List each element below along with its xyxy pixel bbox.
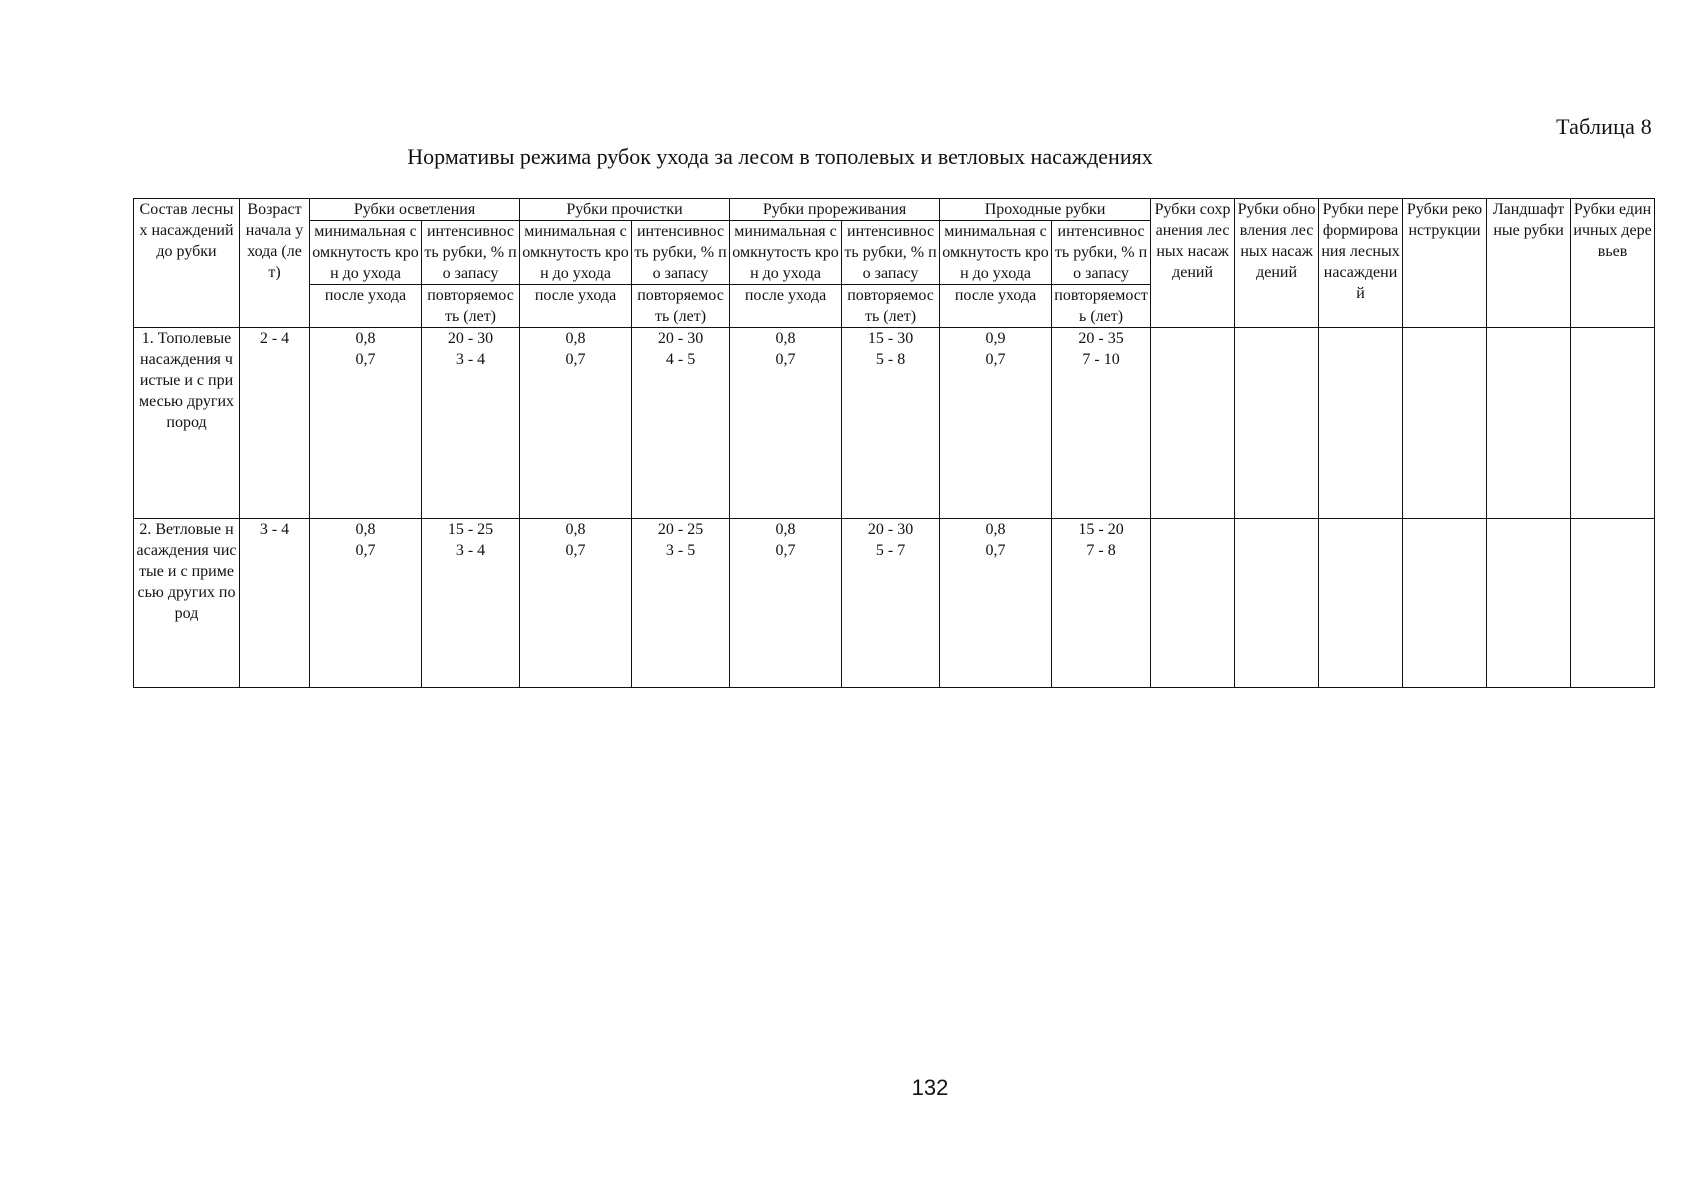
header-age: Возраст начала ухода (лет) (240, 199, 310, 328)
header-reconstruction: Рубки реконструкции (1403, 199, 1487, 328)
density-cell (730, 328, 842, 519)
row-composition: 1. Тополевые насаждения чистые и с примесью других пород (134, 328, 240, 519)
header-repeat: повторяемость (лет) (1052, 285, 1151, 328)
repeat-value: 3 - 5 (665, 542, 696, 559)
table-row (134, 519, 1655, 688)
empty-cell (1571, 519, 1655, 688)
density-value: 0,8 (565, 330, 586, 347)
after-value: 0,7 (985, 542, 1006, 559)
intensity-value: 15 - 20 (1078, 521, 1124, 538)
intensity-cell (1052, 328, 1151, 519)
header-min-density: минимальная сомкнутость крон до ухода (310, 221, 422, 285)
after-value: 0,7 (565, 351, 586, 368)
after-value: 0,7 (775, 542, 796, 559)
header-intensity: интенсивность рубки, % по запасу (422, 221, 520, 285)
density-cell (940, 519, 1052, 688)
header-single-trees: Рубки единичных деревьев (1571, 199, 1655, 328)
repeat-value: 5 - 8 (875, 351, 906, 368)
empty-cell (1235, 519, 1319, 688)
empty-cell (1235, 328, 1319, 519)
header-landscape: Ландшафтные рубки (1487, 199, 1571, 328)
header-repeat: повторяемость (лет) (422, 285, 520, 328)
repeat-value: 4 - 5 (665, 351, 696, 368)
empty-cell (1487, 328, 1571, 519)
empty-cell (1151, 519, 1235, 688)
intensity-cell (422, 519, 520, 688)
empty-cell (1319, 328, 1403, 519)
table-row (134, 328, 1655, 519)
header-group-thinning: Рубки прореживания (730, 199, 940, 221)
density-value: 0,8 (355, 330, 376, 347)
density-cell (940, 328, 1052, 519)
header-intensity: интенсивность рубки, % по запасу (1052, 221, 1151, 285)
row-composition: 2. Ветловые насаждения чистые и с примесью других пород (134, 519, 240, 688)
header-group-cleaning: Рубки прочистки (520, 199, 730, 221)
density-cell (310, 519, 422, 688)
header-row-1 (134, 199, 1655, 221)
header-min-density: минимальная сомкнутость крон до ухода (730, 221, 842, 285)
repeat-value: 3 - 4 (455, 351, 486, 368)
intensity-value: 20 - 35 (1078, 330, 1124, 347)
header-min-density: минимальная сомкнутость крон до ухода (940, 221, 1052, 285)
header-group-clearing: Рубки осветления (310, 199, 520, 221)
row-age: 2 - 4 (240, 328, 310, 519)
header-after: после ухода (730, 285, 842, 328)
header-after: после ухода (310, 285, 422, 328)
header-intensity: интенсивность рубки, % по запасу (632, 221, 730, 285)
row-age: 3 - 4 (240, 519, 310, 688)
density-cell (520, 328, 632, 519)
intensity-cell (422, 328, 520, 519)
density-value: 0,8 (985, 521, 1006, 538)
header-min-density: минимальная сомкнутость крон до ухода (520, 221, 632, 285)
intensity-value: 20 - 30 (867, 521, 914, 538)
header-group-passage: Проходные рубки (940, 199, 1151, 221)
table-label: Таблица 8 (1556, 114, 1652, 139)
table-title: Нормативы режима рубок ухода за лесом в тополевых и ветловых насаждениях (407, 144, 1153, 169)
density-cell (730, 519, 842, 688)
empty-cell (1403, 328, 1487, 519)
after-value: 0,7 (355, 351, 376, 368)
after-value: 0,7 (985, 351, 1006, 368)
empty-cell (1319, 519, 1403, 688)
intensity-value: 15 - 30 (867, 330, 914, 347)
intensity-cell (842, 328, 940, 519)
empty-cell (1151, 328, 1235, 519)
repeat-value: 5 - 7 (875, 542, 906, 559)
norms-table (133, 198, 1655, 688)
density-value: 0,8 (355, 521, 376, 538)
empty-cell (1571, 328, 1655, 519)
intensity-cell (632, 328, 730, 519)
header-composition: Состав лесных насаждений до рубки (134, 199, 240, 328)
intensity-cell (632, 519, 730, 688)
header-after: после ухода (940, 285, 1052, 328)
repeat-value: 3 - 4 (455, 542, 486, 559)
repeat-value: 7 - 8 (1086, 542, 1116, 559)
header-repeat: повторяемость (лет) (632, 285, 730, 328)
empty-cell (1403, 519, 1487, 688)
intensity-value: 20 - 25 (657, 521, 704, 538)
after-value: 0,7 (355, 542, 376, 559)
density-cell (520, 519, 632, 688)
intensity-value: 15 - 25 (447, 521, 494, 538)
density-value: 0,8 (565, 521, 586, 538)
density-value: 0,9 (985, 330, 1006, 347)
intensity-cell (842, 519, 940, 688)
density-cell (310, 328, 422, 519)
header-intensity: интенсивность рубки, % по запасу (842, 221, 940, 285)
repeat-value: 7 - 10 (1082, 351, 1120, 368)
header-after: после ухода (520, 285, 632, 328)
density-value: 0,8 (775, 521, 796, 538)
after-value: 0,7 (775, 351, 796, 368)
after-value: 0,7 (565, 542, 586, 559)
page-number: 132 (911, 1075, 949, 1100)
header-conservation: Рубки сохранения лесных насаждений (1151, 199, 1235, 328)
density-value: 0,8 (775, 330, 796, 347)
empty-cell (1487, 519, 1571, 688)
intensity-cell (1052, 519, 1151, 688)
header-reformation: Рубки переформирования лесных насаждений (1319, 199, 1403, 328)
intensity-value: 20 - 30 (657, 330, 704, 347)
intensity-value: 20 - 30 (447, 330, 494, 347)
header-renewal: Рубки обновления лесных насаждений (1235, 199, 1319, 328)
header-repeat: повторяемость (лет) (842, 285, 940, 328)
